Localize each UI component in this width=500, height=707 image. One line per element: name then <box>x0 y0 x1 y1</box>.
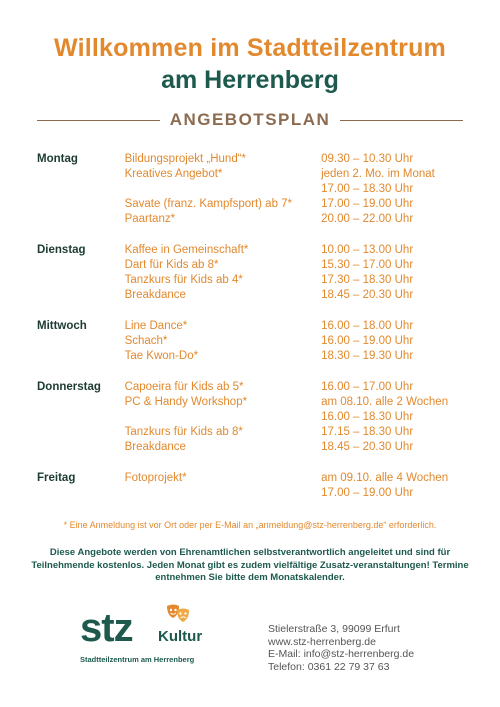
activity-name: Tanzkurs für Kids ab 8* <box>124 426 243 438</box>
schedule-row <box>37 273 467 288</box>
day-block <box>37 152 467 227</box>
day-block <box>37 319 467 364</box>
logo-subtitle: Stadtteilzentrum am Herrenberg <box>80 655 195 664</box>
day-label <box>37 212 125 227</box>
section-header <box>37 110 463 130</box>
activity-time: 16.00 – 18.30 Uhr <box>321 411 414 423</box>
schedule-row <box>37 425 467 440</box>
contact-phone: Telefon: 0361 22 79 37 63 <box>268 660 390 673</box>
day-label <box>37 410 125 425</box>
schedule-row <box>37 288 467 303</box>
day-label <box>37 425 125 440</box>
page-title: Willkommen im Stadtteilzentrum <box>54 34 446 62</box>
activity-time: 16.00 – 18.00 Uhr <box>321 320 414 332</box>
activity-time: 10.00 – 13.00 Uhr <box>321 244 414 256</box>
schedule-row <box>37 440 467 455</box>
schedule-row <box>37 395 467 410</box>
day-label: Freitag <box>37 472 76 484</box>
activity-time: 18.45 – 20.30 Uhr <box>321 441 414 453</box>
activity-name: Bildungsprojekt „Hund“* <box>124 153 247 165</box>
activity-time: am 08.10. alle 2 Wochen <box>321 396 449 408</box>
activity-time: am 09.10. alle 4 Wochen <box>321 472 449 484</box>
activity-name: Fotoprojekt* <box>124 472 187 484</box>
day-label <box>37 395 125 410</box>
schedule-row <box>37 486 467 501</box>
day-label: Donnerstag <box>37 381 101 393</box>
activity-name: Dart für Kids ab 8* <box>124 259 219 271</box>
activity-time: 20.00 – 22.00 Uhr <box>321 213 414 225</box>
activity-name: Capoeira für Kids ab 5* <box>124 381 244 393</box>
activity-name: Tanzkurs für Kids ab 4* <box>124 274 243 286</box>
schedule-row <box>37 319 467 334</box>
day-label <box>37 273 125 288</box>
activity-name: Kreatives Angebot* <box>124 168 223 180</box>
day-label <box>37 258 125 273</box>
divider-right <box>340 120 463 121</box>
activity-name <box>125 182 322 197</box>
activity-name: PC & Handy Workshop* <box>124 396 248 408</box>
activity-time: 17.00 – 19.00 Uhr <box>321 487 414 499</box>
contact-website: www.stz-herrenberg.de <box>268 635 376 648</box>
activity-name: Schach* <box>124 335 168 347</box>
contact-email: E-Mail: info@stz-herrenberg.de <box>268 648 415 660</box>
contact-address: Stielerstraße 3, 99099 Erfurt <box>268 623 400 635</box>
activity-time: 17.15 – 18.30 Uhr <box>321 426 414 438</box>
activity-name: Tae Kwon-Do* <box>124 350 199 362</box>
schedule-row <box>37 380 467 395</box>
activity-time: 15.30 – 17.00 Uhr <box>321 259 414 271</box>
schedule-row <box>37 212 467 227</box>
footnote: * Eine Anmeldung ist vor Ort oder per E-Mail an „anmeldung@stz-herrenberg.de“ erforderlich. <box>63 520 437 530</box>
schedule-row <box>37 349 467 364</box>
schedule-row <box>37 471 467 486</box>
day-label <box>37 349 125 364</box>
day-label: Mittwoch <box>37 320 87 332</box>
activity-name: Savate (franz. Kampfsport) ab 7* <box>124 198 293 210</box>
schedule-row <box>37 167 467 182</box>
page-subtitle: am Herrenberg <box>161 66 339 94</box>
activity-time: 18.30 – 19.30 Uhr <box>321 350 414 362</box>
activity-time: 16.00 – 19.00 Uhr <box>321 335 414 347</box>
activity-time: 09.30 – 10.30 Uhr <box>321 153 414 165</box>
day-label <box>37 486 125 501</box>
day-label <box>37 440 125 455</box>
section-label: ANGEBOTSPLAN <box>169 110 331 129</box>
schedule-row <box>37 197 467 212</box>
logo-kultur-text: Kultur <box>158 628 203 645</box>
theater-masks-icon <box>165 602 191 626</box>
schedule-row <box>37 334 467 349</box>
activity-time: 16.00 – 17.00 Uhr <box>321 381 414 393</box>
schedule-table <box>37 152 467 517</box>
day-label <box>37 197 125 212</box>
schedule-row <box>37 152 467 167</box>
day-label: Montag <box>37 153 78 165</box>
activity-name: Paartanz* <box>124 213 176 225</box>
schedule-row <box>37 243 467 258</box>
contact-block <box>268 623 414 673</box>
day-label <box>37 288 125 303</box>
day-label <box>37 167 125 182</box>
schedule-row <box>37 410 467 425</box>
activity-name <box>125 486 322 501</box>
schedule-row <box>37 258 467 273</box>
schedule-row <box>37 182 467 197</box>
activity-name: Line Dance* <box>124 320 188 332</box>
day-block <box>37 380 467 455</box>
activity-time: jeden 2. Mo. im Monat <box>321 168 435 180</box>
day-label <box>37 334 125 349</box>
activity-time: 17.30 – 18.30 Uhr <box>321 274 414 286</box>
activity-time: 17.00 – 19.00 Uhr <box>321 198 414 210</box>
activity-time: 18.45 – 20.30 Uhr <box>321 289 414 301</box>
logo-wordmark: stz <box>80 606 133 650</box>
activity-name: Breakdance <box>124 289 186 301</box>
day-block <box>37 471 467 501</box>
stz-kultur-logo <box>80 606 240 670</box>
divider-left <box>37 120 160 121</box>
activity-name: Breakdance <box>124 441 186 453</box>
day-label: Dienstag <box>37 244 86 256</box>
activity-name <box>125 410 322 425</box>
activity-time: 17.00 – 18.30 Uhr <box>321 183 414 195</box>
activity-name: Kaffee in Gemeinschaft* <box>124 244 249 256</box>
day-label <box>37 182 125 197</box>
notice-text: Diese Angebote werden von Ehrenamtlichen selbstverantwortlich angeleitet und sind für Teilnehmende kostenlos. Jeden Monat gibt es zudem vielfältige Zusatz-veranstaltungen! Termine entnehmen Sie bitte dem Monatskalender. <box>31 547 469 583</box>
day-block <box>37 243 467 303</box>
